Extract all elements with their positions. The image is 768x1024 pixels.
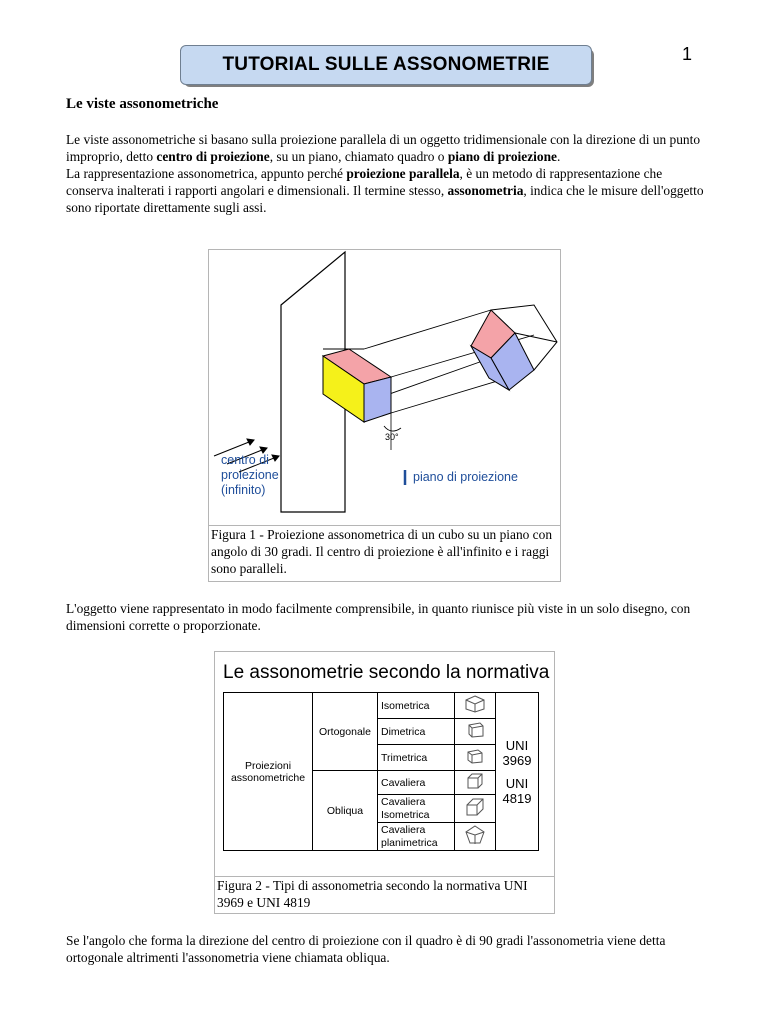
paragraph-2: L'oggetto viene rappresentato in modo facilmente comprensibile, in quanto riunisce più viste in un solo disegno, con dimensioni corrette o proporzionate. (66, 601, 691, 633)
bold-term: piano di proiezione (447, 149, 557, 164)
standard-uni-4819: UNI 4819 (502, 775, 532, 806)
planimetric-cube-icon (455, 823, 496, 851)
section-heading: Le viste assonometriche (66, 96, 219, 112)
text-span: , è un metodo di rappresentazione che conserva inalterati i rapporti angolari e dimensionali. Il termine stesso, (66, 166, 663, 198)
figure-1 (208, 249, 561, 582)
plane-label: piano di proiezione (413, 470, 518, 484)
text-span: , su un piano, chiamato quadro o (269, 149, 448, 164)
ortho-cell: Ortogonale (313, 693, 378, 771)
standard-uni-3969: UNI 3969 (502, 737, 532, 768)
figure-2-title: Le assonometrie secondo la normativa (223, 662, 550, 683)
center-label-line2: proiezione (221, 468, 279, 482)
standards-cell (496, 693, 539, 851)
oblique-cell: Obliqua (313, 771, 378, 851)
page-number: 1 (682, 44, 693, 64)
text-span: , indica che le misure dell'oggetto sono riportate direttamente sugli assi. (66, 183, 704, 215)
type-cavaliera: Cavaliera (378, 771, 455, 795)
text-span: Le viste assonometriche si basano sulla proiezione parallela di un oggetto tridimensionale con la direzione di un punto improprio, detto (66, 132, 701, 164)
center-label-line3: (infinito) (221, 483, 266, 497)
text-span: La rappresentazione assonometrica, appunto perché (66, 166, 347, 181)
trimetric-cube-icon (455, 745, 496, 771)
paragraph-intro (66, 131, 706, 216)
type-cavaliera-planimetrica: Cavaliera planimetrica (378, 823, 455, 851)
cavalier-cube-icon (455, 771, 496, 795)
angle-label: 30° (385, 432, 399, 442)
left-cube-front (364, 377, 391, 422)
angle-arc (384, 426, 401, 431)
cavalier-isometric-cube-icon (455, 795, 496, 823)
text-span: . (556, 149, 561, 164)
bold-term: centro di proiezione (156, 149, 270, 164)
page-title: TUTORIAL SULLE ASSONOMETRIE (180, 45, 592, 85)
figure-2 (214, 651, 555, 914)
type-trimetrica: Trimetrica (378, 745, 455, 771)
figure-2-caption: Figura 2 - Tipi di assonometria secondo la normativa UNI 3969 e UNI 4819 (215, 876, 554, 911)
bold-term: proiezione parallela (346, 166, 460, 181)
assonometry-table (223, 692, 539, 851)
bold-term: assonometria (447, 183, 524, 198)
isometric-cube-icon (455, 693, 496, 719)
group-cell: Proiezioni assonometriche (224, 693, 313, 851)
paragraph-3: Se l'angolo che forma la direzione del centro di proiezione con il quadro è di 90 gradi l'assonometria viene detta ortogonale altrimenti l'assonometria viene chiamata obliqua. (66, 933, 666, 965)
right-cube (471, 305, 557, 390)
type-dimetrica: Dimetrica (378, 719, 455, 745)
dimetric-cube-icon (455, 719, 496, 745)
left-cube (323, 349, 391, 422)
type-isometrica: Isometrica (378, 693, 455, 719)
projection-illustration (209, 250, 560, 525)
center-label-line1: centro di (221, 453, 269, 467)
figure-1-caption: Figura 1 - Proiezione assonometrica di un cubo su un piano con angolo di 30 gradi. Il centro di proiezione è all'infinito e i raggi sono paralleli. (209, 525, 560, 577)
type-cavaliera-isometrica: Cavaliera Isometrica (378, 795, 455, 823)
